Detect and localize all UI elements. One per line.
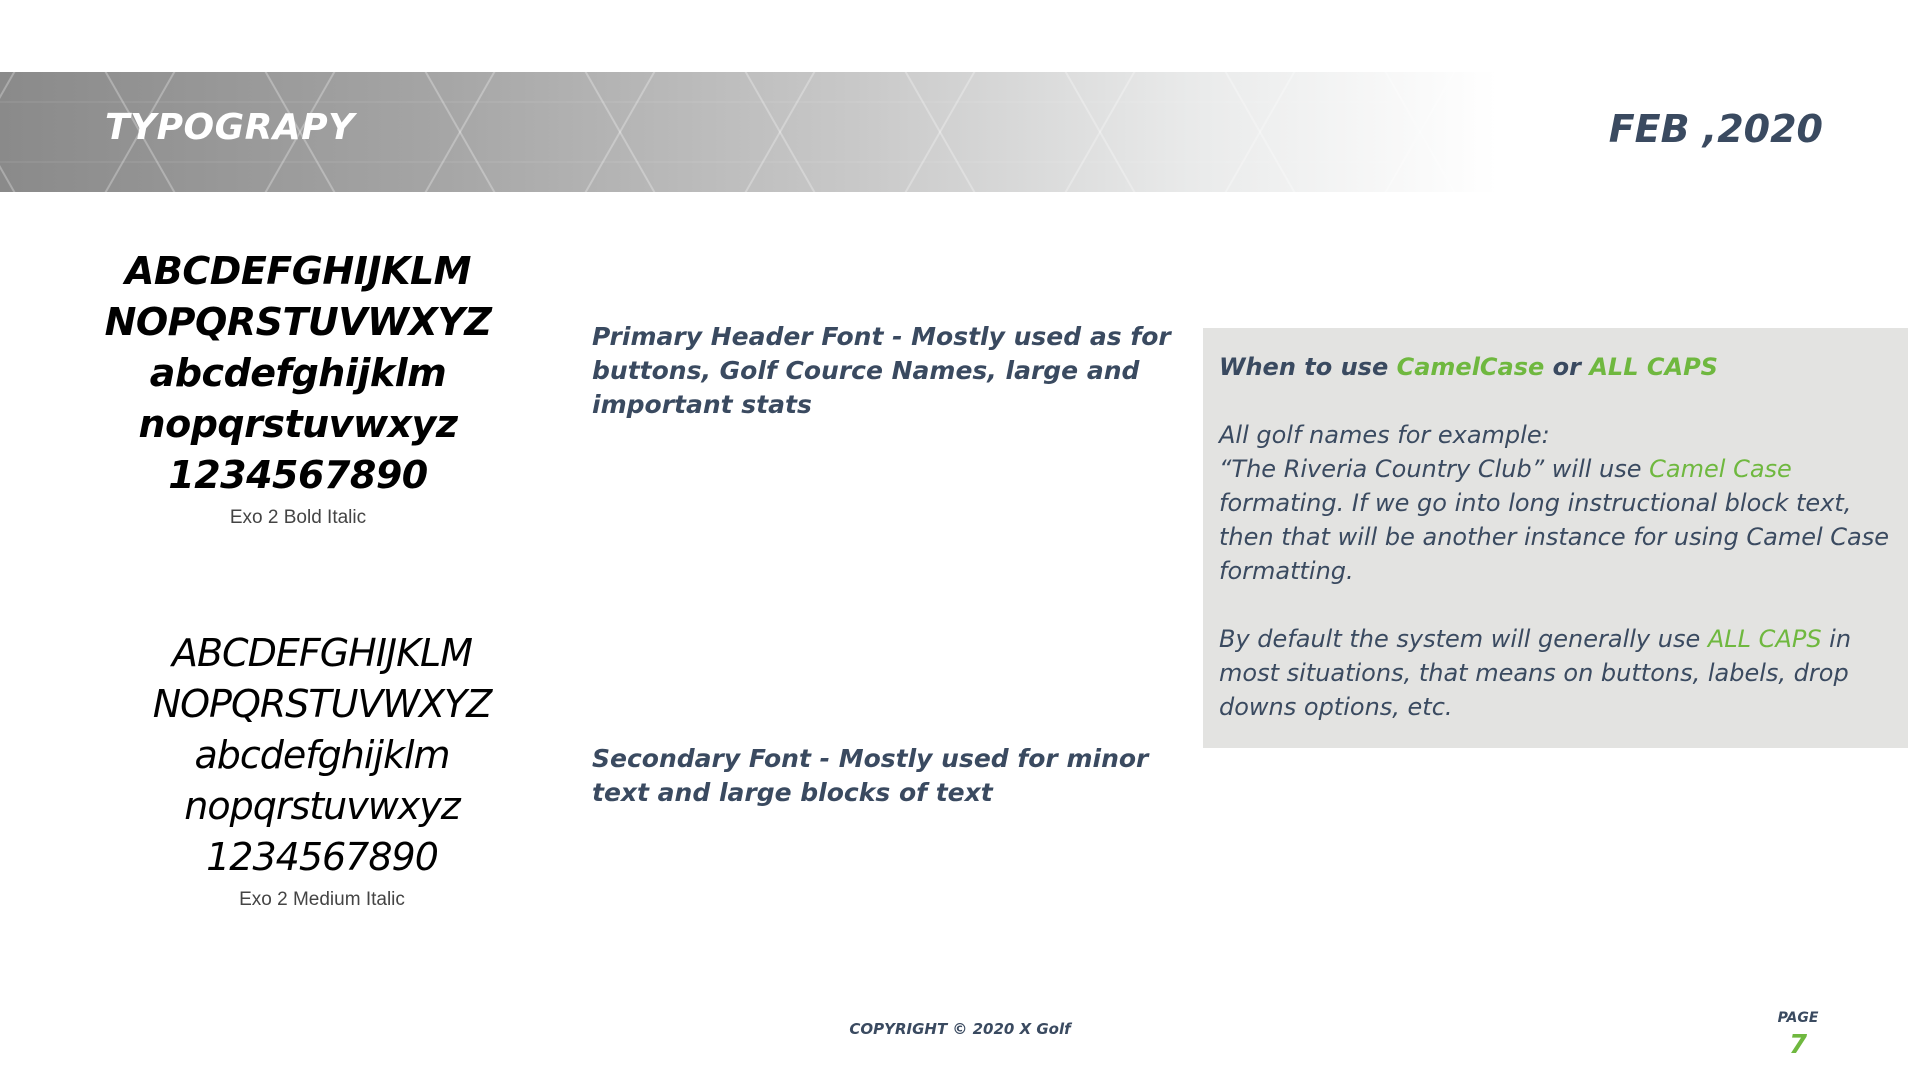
heading-camelcase: CamelCase: [1396, 353, 1545, 381]
casing-guidelines-box: [1203, 328, 1908, 748]
specimen-lowercase-2: nopqrstuvwxyz: [184, 784, 460, 828]
specimen-uppercase-2: NOPQRSTUVWXYZ: [152, 682, 492, 726]
secondary-font-specimen: [112, 628, 532, 911]
paragraph-rest: in most situations, that means on buttons, labels, drop downs options, etc.: [1219, 625, 1852, 721]
specimen-caption: Exo 2 Bold Italic: [229, 507, 367, 528]
secondary-font-description: Secondary Font - Mostly used for minor text and large blocks of text: [592, 744, 1149, 807]
copyright-notice: COPYRIGHT © 2020 X Golf: [849, 1020, 1071, 1038]
page-number: 7: [1788, 1030, 1808, 1060]
paragraph-intro: All golf names for example:: [1219, 421, 1550, 449]
page-label: PAGE: [1777, 1010, 1819, 1026]
paragraph-start: By default the system will generally use: [1219, 625, 1708, 653]
casing-guidelines-heading: [1219, 350, 1898, 384]
specimen-lowercase-1: abcdefghijklm: [149, 351, 447, 395]
paragraph-quote: “The Riveria Country Club” will use: [1219, 455, 1650, 483]
specimen-digits: 1234567890: [168, 453, 428, 497]
specimen-uppercase-2: NOPQRSTUVWXYZ: [104, 300, 492, 344]
all-caps-paragraph: [1219, 622, 1898, 724]
heading-or: or: [1544, 353, 1590, 381]
paragraph-all-caps: ALL CAPS: [1707, 625, 1822, 653]
primary-font-specimen: [88, 246, 508, 529]
specimen-uppercase-1: ABCDEFGHIJKLM: [125, 249, 471, 293]
paragraph-rest: formating. If we go into long instructional block text, then that will be another instance for using Camel Case formatting.: [1219, 489, 1889, 585]
specimen-uppercase-1: ABCDEFGHIJKLM: [171, 631, 473, 675]
heading-text: When to use: [1219, 353, 1397, 381]
specimen-lowercase-2: nopqrstuvwxyz: [138, 402, 458, 446]
specimen-digits: 1234567890: [206, 835, 438, 879]
camelcase-paragraph: [1219, 418, 1898, 588]
specimen-caption: Exo 2 Medium Italic: [239, 889, 405, 910]
paragraph-camel-case: Camel Case: [1649, 455, 1792, 483]
specimen-lowercase-1: abcdefghijklm: [194, 733, 450, 777]
heading-all-caps: ALL CAPS: [1589, 353, 1718, 381]
header-banner: [0, 72, 1920, 192]
page-date: FEB ,2020: [1608, 107, 1823, 151]
primary-font-description: Primary Header Font - Mostly used as for buttons, Golf Cource Names, large and important stats: [592, 322, 1171, 419]
page-title: TYPOGRAPY: [105, 107, 355, 148]
